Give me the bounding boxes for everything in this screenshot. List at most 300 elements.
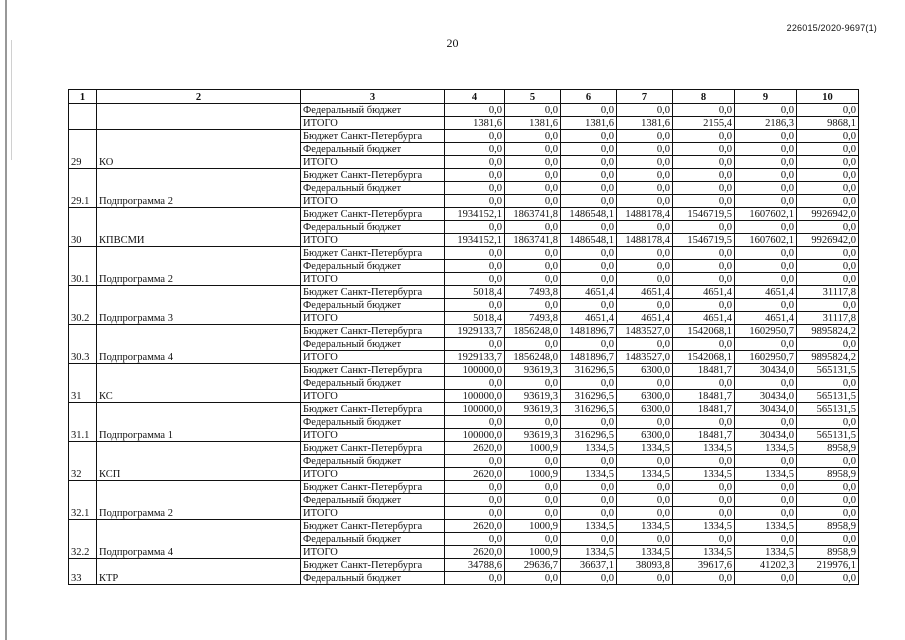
value-cell: 0,0 bbox=[673, 481, 735, 494]
value-cell: 0,0 bbox=[561, 247, 617, 260]
value-cell: 1000,9 bbox=[505, 468, 561, 481]
value-cell: 0,0 bbox=[505, 247, 561, 260]
value-cell: 0,0 bbox=[735, 299, 797, 312]
value-cell: 0,0 bbox=[797, 143, 859, 156]
value-cell: 0,0 bbox=[797, 182, 859, 195]
value-cell: 0,0 bbox=[445, 195, 505, 208]
value-cell: 1483527,0 bbox=[617, 325, 673, 338]
value-cell: 0,0 bbox=[735, 169, 797, 182]
value-cell: 1863741,8 bbox=[505, 234, 561, 247]
value-cell: 1334,5 bbox=[617, 468, 673, 481]
value-cell: 0,0 bbox=[561, 104, 617, 117]
value-cell: 0,0 bbox=[617, 143, 673, 156]
table-row bbox=[69, 325, 859, 338]
value-cell: 1863741,8 bbox=[505, 208, 561, 221]
value-cell: 8958,9 bbox=[797, 520, 859, 533]
value-cell: 1929133,7 bbox=[445, 351, 505, 364]
value-cell: 1542068,1 bbox=[673, 351, 735, 364]
value-cell: 0,0 bbox=[561, 221, 617, 234]
value-cell: 1481896,7 bbox=[561, 325, 617, 338]
value-cell: 0,0 bbox=[617, 169, 673, 182]
col-header: 10 bbox=[797, 90, 859, 104]
value-cell: 0,0 bbox=[617, 338, 673, 351]
value-cell: 0,0 bbox=[445, 273, 505, 286]
value-cell: 0,0 bbox=[445, 507, 505, 520]
value-cell: 0,0 bbox=[735, 572, 797, 585]
row-name: Подпрограмма 4 bbox=[97, 325, 301, 364]
value-cell: 0,0 bbox=[735, 377, 797, 390]
value-cell: 93619,3 bbox=[505, 390, 561, 403]
value-cell: 1000,9 bbox=[505, 442, 561, 455]
value-cell: 4651,4 bbox=[617, 312, 673, 325]
value-cell: 0,0 bbox=[797, 221, 859, 234]
budget-type: Федеральный бюджет bbox=[301, 572, 445, 585]
value-cell: 0,0 bbox=[617, 299, 673, 312]
value-cell: 2620,0 bbox=[445, 546, 505, 559]
table-row bbox=[69, 481, 859, 494]
budget-type: Федеральный бюджет bbox=[301, 533, 445, 546]
budget-type: Федеральный бюджет bbox=[301, 377, 445, 390]
row-code: 30.2 bbox=[69, 286, 97, 325]
budget-type: Бюджет Санкт-Петербурга bbox=[301, 247, 445, 260]
value-cell: 0,0 bbox=[505, 572, 561, 585]
value-cell: 1381,6 bbox=[445, 117, 505, 130]
value-cell: 0,0 bbox=[735, 260, 797, 273]
value-cell: 6300,0 bbox=[617, 403, 673, 416]
value-cell: 1334,5 bbox=[561, 520, 617, 533]
budget-type: ИТОГО bbox=[301, 429, 445, 442]
value-cell: 100000,0 bbox=[445, 390, 505, 403]
value-cell: 0,0 bbox=[505, 143, 561, 156]
budget-type: ИТОГО bbox=[301, 546, 445, 559]
row-code: 32.2 bbox=[69, 520, 97, 559]
row-name: Подпрограмма 3 bbox=[97, 286, 301, 325]
col-header: 7 bbox=[617, 90, 673, 104]
value-cell: 1856248,0 bbox=[505, 325, 561, 338]
value-cell: 0,0 bbox=[673, 494, 735, 507]
value-cell: 316296,5 bbox=[561, 403, 617, 416]
budget-type: Федеральный бюджет bbox=[301, 104, 445, 117]
value-cell: 0,0 bbox=[673, 533, 735, 546]
value-cell: 0,0 bbox=[445, 455, 505, 468]
value-cell: 30434,0 bbox=[735, 390, 797, 403]
budget-type: Бюджет Санкт-Петербурга bbox=[301, 130, 445, 143]
value-cell: 0,0 bbox=[617, 156, 673, 169]
value-cell: 1334,5 bbox=[673, 520, 735, 533]
row-name bbox=[97, 104, 301, 130]
value-cell: 0,0 bbox=[505, 455, 561, 468]
value-cell: 1602950,7 bbox=[735, 325, 797, 338]
value-cell: 1334,5 bbox=[673, 442, 735, 455]
budget-type: ИТОГО bbox=[301, 156, 445, 169]
value-cell: 0,0 bbox=[445, 182, 505, 195]
budget-type: Бюджет Санкт-Петербурга bbox=[301, 442, 445, 455]
value-cell: 100000,0 bbox=[445, 429, 505, 442]
value-cell: 38093,8 bbox=[617, 559, 673, 572]
value-cell: 0,0 bbox=[561, 273, 617, 286]
row-code: 29.1 bbox=[69, 169, 97, 208]
value-cell: 0,0 bbox=[735, 143, 797, 156]
value-cell: 0,0 bbox=[797, 338, 859, 351]
budget-type: ИТОГО bbox=[301, 234, 445, 247]
value-cell: 0,0 bbox=[673, 104, 735, 117]
value-cell: 0,0 bbox=[735, 104, 797, 117]
value-cell: 1334,5 bbox=[735, 442, 797, 455]
value-cell: 0,0 bbox=[617, 494, 673, 507]
value-cell: 0,0 bbox=[505, 130, 561, 143]
value-cell: 1000,9 bbox=[505, 520, 561, 533]
value-cell: 0,0 bbox=[561, 507, 617, 520]
value-cell: 9895824,2 bbox=[797, 325, 859, 338]
value-cell: 0,0 bbox=[617, 572, 673, 585]
value-cell: 0,0 bbox=[445, 104, 505, 117]
value-cell: 8958,9 bbox=[797, 442, 859, 455]
value-cell: 0,0 bbox=[735, 481, 797, 494]
table-row bbox=[69, 403, 859, 416]
value-cell: 0,0 bbox=[797, 247, 859, 260]
col-header: 4 bbox=[445, 90, 505, 104]
value-cell: 0,0 bbox=[505, 533, 561, 546]
table-row bbox=[69, 130, 859, 143]
row-code: 32.1 bbox=[69, 481, 97, 520]
value-cell: 1334,5 bbox=[673, 546, 735, 559]
scan-edge-artifact bbox=[11, 40, 12, 160]
row-code: 30.3 bbox=[69, 325, 97, 364]
budget-type: Федеральный бюджет bbox=[301, 299, 445, 312]
value-cell: 0,0 bbox=[561, 572, 617, 585]
value-cell: 0,0 bbox=[617, 182, 673, 195]
budget-type: Бюджет Санкт-Петербурга bbox=[301, 169, 445, 182]
value-cell: 565131,5 bbox=[797, 364, 859, 377]
value-cell: 18481,7 bbox=[673, 390, 735, 403]
value-cell: 0,0 bbox=[617, 130, 673, 143]
value-cell: 0,0 bbox=[617, 104, 673, 117]
value-cell: 6300,0 bbox=[617, 390, 673, 403]
budget-type: Бюджет Санкт-Петербурга bbox=[301, 481, 445, 494]
value-cell: 0,0 bbox=[673, 221, 735, 234]
value-cell: 0,0 bbox=[617, 507, 673, 520]
value-cell: 0,0 bbox=[445, 156, 505, 169]
value-cell: 0,0 bbox=[735, 533, 797, 546]
budget-type: ИТОГО bbox=[301, 468, 445, 481]
value-cell: 0,0 bbox=[797, 169, 859, 182]
value-cell: 1542068,1 bbox=[673, 325, 735, 338]
value-cell: 1856248,0 bbox=[505, 351, 561, 364]
row-name: КСП bbox=[97, 442, 301, 481]
value-cell: 0,0 bbox=[445, 221, 505, 234]
value-cell: 2620,0 bbox=[445, 468, 505, 481]
value-cell: 565131,5 bbox=[797, 403, 859, 416]
budget-type: Бюджет Санкт-Петербурга bbox=[301, 286, 445, 299]
value-cell: 0,0 bbox=[505, 338, 561, 351]
budget-type: ИТОГО bbox=[301, 273, 445, 286]
table-row bbox=[69, 208, 859, 221]
value-cell: 1607602,1 bbox=[735, 234, 797, 247]
value-cell: 0,0 bbox=[617, 221, 673, 234]
value-cell: 316296,5 bbox=[561, 429, 617, 442]
value-cell: 4651,4 bbox=[673, 312, 735, 325]
value-cell: 0,0 bbox=[735, 455, 797, 468]
value-cell: 2186,3 bbox=[735, 117, 797, 130]
value-cell: 0,0 bbox=[505, 104, 561, 117]
value-cell: 0,0 bbox=[673, 273, 735, 286]
budget-type: Федеральный бюджет bbox=[301, 416, 445, 429]
value-cell: 0,0 bbox=[797, 481, 859, 494]
value-cell: 1546719,5 bbox=[673, 208, 735, 221]
value-cell: 0,0 bbox=[797, 195, 859, 208]
value-cell: 18481,7 bbox=[673, 364, 735, 377]
value-cell: 1381,6 bbox=[505, 117, 561, 130]
value-cell: 18481,7 bbox=[673, 429, 735, 442]
value-cell: 0,0 bbox=[445, 572, 505, 585]
value-cell: 0,0 bbox=[561, 260, 617, 273]
value-cell: 29636,7 bbox=[505, 559, 561, 572]
value-cell: 0,0 bbox=[445, 338, 505, 351]
row-code: 32 bbox=[69, 442, 97, 481]
value-cell: 1334,5 bbox=[673, 468, 735, 481]
value-cell: 1486548,1 bbox=[561, 208, 617, 221]
table-row bbox=[69, 364, 859, 377]
table-body bbox=[69, 104, 859, 585]
value-cell: 4651,4 bbox=[735, 312, 797, 325]
value-cell: 0,0 bbox=[673, 416, 735, 429]
value-cell: 0,0 bbox=[673, 169, 735, 182]
value-cell: 0,0 bbox=[445, 481, 505, 494]
value-cell: 0,0 bbox=[673, 338, 735, 351]
value-cell: 2620,0 bbox=[445, 442, 505, 455]
table-row bbox=[69, 442, 859, 455]
scan-edge-artifact bbox=[5, 0, 7, 640]
value-cell: 7493,8 bbox=[505, 286, 561, 299]
value-cell: 0,0 bbox=[445, 533, 505, 546]
table-row bbox=[69, 286, 859, 299]
value-cell: 0,0 bbox=[673, 195, 735, 208]
budget-type: Бюджет Санкт-Петербурга bbox=[301, 403, 445, 416]
value-cell: 0,0 bbox=[735, 195, 797, 208]
value-cell: 0,0 bbox=[445, 299, 505, 312]
value-cell: 4651,4 bbox=[561, 286, 617, 299]
value-cell: 93619,3 bbox=[505, 403, 561, 416]
value-cell: 0,0 bbox=[617, 260, 673, 273]
value-cell: 0,0 bbox=[735, 247, 797, 260]
value-cell: 0,0 bbox=[797, 533, 859, 546]
value-cell: 9926942,0 bbox=[797, 234, 859, 247]
value-cell: 565131,5 bbox=[797, 429, 859, 442]
value-cell: 1334,5 bbox=[617, 520, 673, 533]
value-cell: 0,0 bbox=[797, 572, 859, 585]
row-code: 31.1 bbox=[69, 403, 97, 442]
value-cell: 0,0 bbox=[561, 182, 617, 195]
value-cell: 8958,9 bbox=[797, 468, 859, 481]
budget-type: Федеральный бюджет bbox=[301, 494, 445, 507]
value-cell: 1334,5 bbox=[735, 546, 797, 559]
value-cell: 0,0 bbox=[617, 416, 673, 429]
value-cell: 2620,0 bbox=[445, 520, 505, 533]
value-cell: 9895824,2 bbox=[797, 351, 859, 364]
value-cell: 0,0 bbox=[561, 299, 617, 312]
budget-type: Бюджет Санкт-Петербурга bbox=[301, 325, 445, 338]
value-cell: 316296,5 bbox=[561, 390, 617, 403]
budget-type: ИТОГО bbox=[301, 195, 445, 208]
value-cell: 0,0 bbox=[617, 455, 673, 468]
budget-table bbox=[68, 89, 859, 585]
value-cell: 1934152,1 bbox=[445, 208, 505, 221]
value-cell: 5018,4 bbox=[445, 286, 505, 299]
value-cell: 1602950,7 bbox=[735, 351, 797, 364]
budget-type: Бюджет Санкт-Петербурга bbox=[301, 364, 445, 377]
value-cell: 9868,1 bbox=[797, 117, 859, 130]
col-header: 8 bbox=[673, 90, 735, 104]
value-cell: 0,0 bbox=[505, 221, 561, 234]
value-cell: 0,0 bbox=[797, 156, 859, 169]
value-cell: 0,0 bbox=[505, 299, 561, 312]
value-cell: 0,0 bbox=[617, 481, 673, 494]
value-cell: 100000,0 bbox=[445, 364, 505, 377]
value-cell: 31117,8 bbox=[797, 286, 859, 299]
value-cell: 0,0 bbox=[735, 507, 797, 520]
value-cell: 1334,5 bbox=[561, 546, 617, 559]
value-cell: 0,0 bbox=[673, 247, 735, 260]
value-cell: 41202,3 bbox=[735, 559, 797, 572]
value-cell: 36637,1 bbox=[561, 559, 617, 572]
value-cell: 0,0 bbox=[673, 182, 735, 195]
row-name: Подпрограмма 2 bbox=[97, 169, 301, 208]
table-row bbox=[69, 559, 859, 572]
value-cell: 1486548,1 bbox=[561, 234, 617, 247]
document-id: 226015/2020-9697(1) bbox=[786, 23, 877, 33]
value-cell: 0,0 bbox=[445, 143, 505, 156]
col-header: 5 bbox=[505, 90, 561, 104]
value-cell: 0,0 bbox=[673, 572, 735, 585]
value-cell: 0,0 bbox=[561, 156, 617, 169]
value-cell: 0,0 bbox=[505, 377, 561, 390]
value-cell: 93619,3 bbox=[505, 364, 561, 377]
value-cell: 0,0 bbox=[797, 260, 859, 273]
budget-type: Бюджет Санкт-Петербурга bbox=[301, 559, 445, 572]
row-code: 30 bbox=[69, 208, 97, 247]
value-cell: 1334,5 bbox=[617, 546, 673, 559]
value-cell: 0,0 bbox=[505, 273, 561, 286]
budget-type: Федеральный бюджет bbox=[301, 182, 445, 195]
value-cell: 0,0 bbox=[735, 338, 797, 351]
value-cell: 1334,5 bbox=[561, 442, 617, 455]
value-cell: 0,0 bbox=[797, 455, 859, 468]
value-cell: 9926942,0 bbox=[797, 208, 859, 221]
budget-type: Федеральный бюджет bbox=[301, 143, 445, 156]
row-name: Подпрограмма 4 bbox=[97, 520, 301, 559]
value-cell: 0,0 bbox=[505, 182, 561, 195]
value-cell: 30434,0 bbox=[735, 429, 797, 442]
value-cell: 565131,5 bbox=[797, 390, 859, 403]
value-cell: 0,0 bbox=[445, 416, 505, 429]
value-cell: 0,0 bbox=[505, 156, 561, 169]
value-cell: 1334,5 bbox=[735, 468, 797, 481]
value-cell: 6300,0 bbox=[617, 364, 673, 377]
value-cell: 5018,4 bbox=[445, 312, 505, 325]
budget-type: ИТОГО bbox=[301, 390, 445, 403]
value-cell: 0,0 bbox=[445, 377, 505, 390]
value-cell: 0,0 bbox=[797, 507, 859, 520]
table-row bbox=[69, 520, 859, 533]
value-cell: 0,0 bbox=[735, 273, 797, 286]
value-cell: 0,0 bbox=[673, 143, 735, 156]
row-name: Подпрограмма 2 bbox=[97, 247, 301, 286]
value-cell: 7493,8 bbox=[505, 312, 561, 325]
value-cell: 4651,4 bbox=[617, 286, 673, 299]
value-cell: 30434,0 bbox=[735, 364, 797, 377]
value-cell: 6300,0 bbox=[617, 429, 673, 442]
row-code: 29 bbox=[69, 130, 97, 169]
budget-type: Федеральный бюджет bbox=[301, 455, 445, 468]
value-cell: 0,0 bbox=[673, 130, 735, 143]
table-row bbox=[69, 104, 859, 117]
value-cell: 0,0 bbox=[797, 494, 859, 507]
value-cell: 0,0 bbox=[617, 247, 673, 260]
table-row bbox=[69, 169, 859, 182]
table-row bbox=[69, 247, 859, 260]
value-cell: 1929133,7 bbox=[445, 325, 505, 338]
value-cell: 0,0 bbox=[561, 130, 617, 143]
value-cell: 1481896,7 bbox=[561, 351, 617, 364]
value-cell: 0,0 bbox=[445, 494, 505, 507]
value-cell: 316296,5 bbox=[561, 364, 617, 377]
value-cell: 0,0 bbox=[673, 299, 735, 312]
value-cell: 18481,7 bbox=[673, 403, 735, 416]
row-code: 31 bbox=[69, 364, 97, 403]
value-cell: 0,0 bbox=[445, 260, 505, 273]
value-cell: 0,0 bbox=[617, 195, 673, 208]
value-cell: 0,0 bbox=[561, 377, 617, 390]
col-header: 2 bbox=[97, 90, 301, 104]
value-cell: 0,0 bbox=[673, 156, 735, 169]
row-code: 33 bbox=[69, 559, 97, 585]
budget-type: ИТОГО bbox=[301, 507, 445, 520]
value-cell: 0,0 bbox=[505, 169, 561, 182]
col-header: 1 bbox=[69, 90, 97, 104]
budget-type: Бюджет Санкт-Петербурга bbox=[301, 208, 445, 221]
value-cell: 1334,5 bbox=[735, 520, 797, 533]
value-cell: 2155,4 bbox=[673, 117, 735, 130]
value-cell: 31117,8 bbox=[797, 312, 859, 325]
col-header: 3 bbox=[301, 90, 445, 104]
value-cell: 1546719,5 bbox=[673, 234, 735, 247]
value-cell: 0,0 bbox=[673, 260, 735, 273]
col-header: 9 bbox=[735, 90, 797, 104]
value-cell: 0,0 bbox=[561, 143, 617, 156]
budget-type: Бюджет Санкт-Петербурга bbox=[301, 520, 445, 533]
value-cell: 39617,6 bbox=[673, 559, 735, 572]
value-cell: 0,0 bbox=[617, 377, 673, 390]
value-cell: 1934152,1 bbox=[445, 234, 505, 247]
row-name: КС bbox=[97, 364, 301, 403]
value-cell: 0,0 bbox=[735, 182, 797, 195]
budget-type: ИТОГО bbox=[301, 312, 445, 325]
value-cell: 4651,4 bbox=[673, 286, 735, 299]
value-cell: 0,0 bbox=[673, 455, 735, 468]
value-cell: 0,0 bbox=[445, 247, 505, 260]
value-cell: 0,0 bbox=[797, 377, 859, 390]
value-cell: 0,0 bbox=[561, 455, 617, 468]
value-cell: 0,0 bbox=[505, 195, 561, 208]
value-cell: 1607602,1 bbox=[735, 208, 797, 221]
value-cell: 1483527,0 bbox=[617, 351, 673, 364]
value-cell: 0,0 bbox=[505, 494, 561, 507]
value-cell: 0,0 bbox=[561, 338, 617, 351]
value-cell: 1488178,4 bbox=[617, 208, 673, 221]
value-cell: 0,0 bbox=[505, 481, 561, 494]
row-name: Подпрограмма 2 bbox=[97, 481, 301, 520]
row-name: КПВСМИ bbox=[97, 208, 301, 247]
